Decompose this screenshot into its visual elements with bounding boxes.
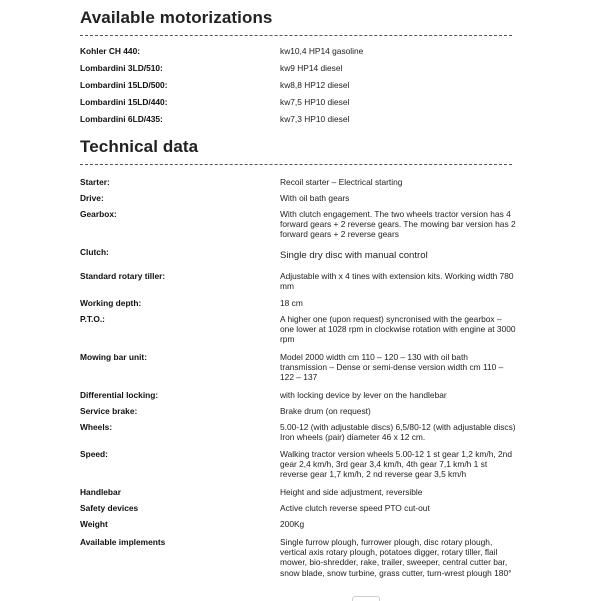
spec-label: Mowing bar unit: xyxy=(80,352,147,362)
spec-label: Drive: xyxy=(80,193,104,203)
spec-label: Gearbox: xyxy=(80,209,117,219)
spec-value: Recoil starter – Electrical starting xyxy=(280,177,403,187)
motorization-value: kw7,3 HP10 diesel xyxy=(280,114,350,124)
spec-value: A higher one (upon request) syncronised with the gearbox – one lower at 1028 rpm in clockwise rotation with engine at 3000 rpm xyxy=(280,314,516,345)
motorization-label: Lombardini 15LD/440: xyxy=(80,97,168,107)
motorization-value: kw10,4 HP14 gasoline xyxy=(280,46,364,56)
spec-label: Service brake: xyxy=(80,406,138,416)
spec-value: Brake drum (on request) xyxy=(280,406,371,416)
technical-heading: Technical data xyxy=(80,137,199,156)
spec-label: P.T.O.: xyxy=(80,314,105,324)
motorization-label: Lombardini 15LD/500: xyxy=(80,80,168,90)
spec-value: Walking tractor version wheels 5.00-12 1 st gear 1,2 km/h, 2nd gear 2,4 km/h, 3rd gear 3,4 km/h, 4th gear 7,1 km/h 1 st reverse gear 1,7 km/h, 2 nd reverse gear 3,5 km/h xyxy=(280,449,512,480)
technical-divider xyxy=(80,164,512,165)
scroll-handle[interactable] xyxy=(352,596,380,601)
motorization-label: Kohler CH 440: xyxy=(80,46,141,56)
spec-value: With oil bath gears xyxy=(280,193,350,203)
spec-value: Single furrow plough, furrower plough, disc rotary plough, vertical axis rotary plough, potatoes digger, rotary tiller, flail mower, bio-shredder, rake, trailer, sweeper, central cutter bar, snow blade, snow turbine, grass cutter, turn-wrest plough 180° xyxy=(280,537,512,578)
spec-value: 18 cm xyxy=(280,298,303,308)
spec-label: Clutch: xyxy=(80,247,109,257)
spec-value: Adjustable with x 4 tines with extension kits. Working width 780 mm xyxy=(280,271,514,292)
spec-value: Active clutch reverse speed PTO cut-out xyxy=(280,503,430,513)
spec-label: Starter: xyxy=(80,177,110,187)
spec-value: Height and side adjustment, reversible xyxy=(280,487,423,497)
spec-label: Differential locking: xyxy=(80,390,159,400)
spec-value: 5.00-12 (with adjustable discs) 6,5/80-12 (with adjustable discs) Iron wheels (pair) diameter 46 x 12 cm. xyxy=(280,422,516,443)
motorizations-heading: Available motorizations xyxy=(80,8,273,27)
spec-value: Single dry disc with manual control xyxy=(280,250,428,261)
spec-label: Wheels: xyxy=(80,422,113,432)
motorization-value: kw8,8 HP12 diesel xyxy=(280,80,350,90)
motorizations-divider xyxy=(80,35,512,36)
spec-value: With clutch engagement. The two wheels tractor version has 4 forward gears + 2 reverse gears. The mowing bar version has 2 forward gears + 2 reverse gears xyxy=(280,209,516,240)
spec-label: Working depth: xyxy=(80,298,142,308)
spec-value: with locking device by lever on the handlebar xyxy=(280,390,447,400)
spec-label: Weight xyxy=(80,519,108,529)
motorization-label: Lombardini 6LD/435: xyxy=(80,114,163,124)
motorization-label: Lombardini 3LD/510: xyxy=(80,63,163,73)
motorization-value: kw9 HP14 diesel xyxy=(280,63,343,73)
spec-label: Safety devices xyxy=(80,503,139,513)
spec-label: Standard rotary tiller: xyxy=(80,271,166,281)
spec-value: 200Kg xyxy=(280,519,305,529)
spec-label: Handlebar xyxy=(80,487,121,497)
spec-value: Model 2000 width cm 110 – 120 – 130 with oil bath transmission – Dense or semi-dense version width cm 110 – 122 – 137 xyxy=(280,352,504,383)
motorization-value: kw7,5 HP10 diesel xyxy=(280,97,350,107)
spec-label: Available implements xyxy=(80,537,166,547)
spec-label: Speed: xyxy=(80,449,108,459)
